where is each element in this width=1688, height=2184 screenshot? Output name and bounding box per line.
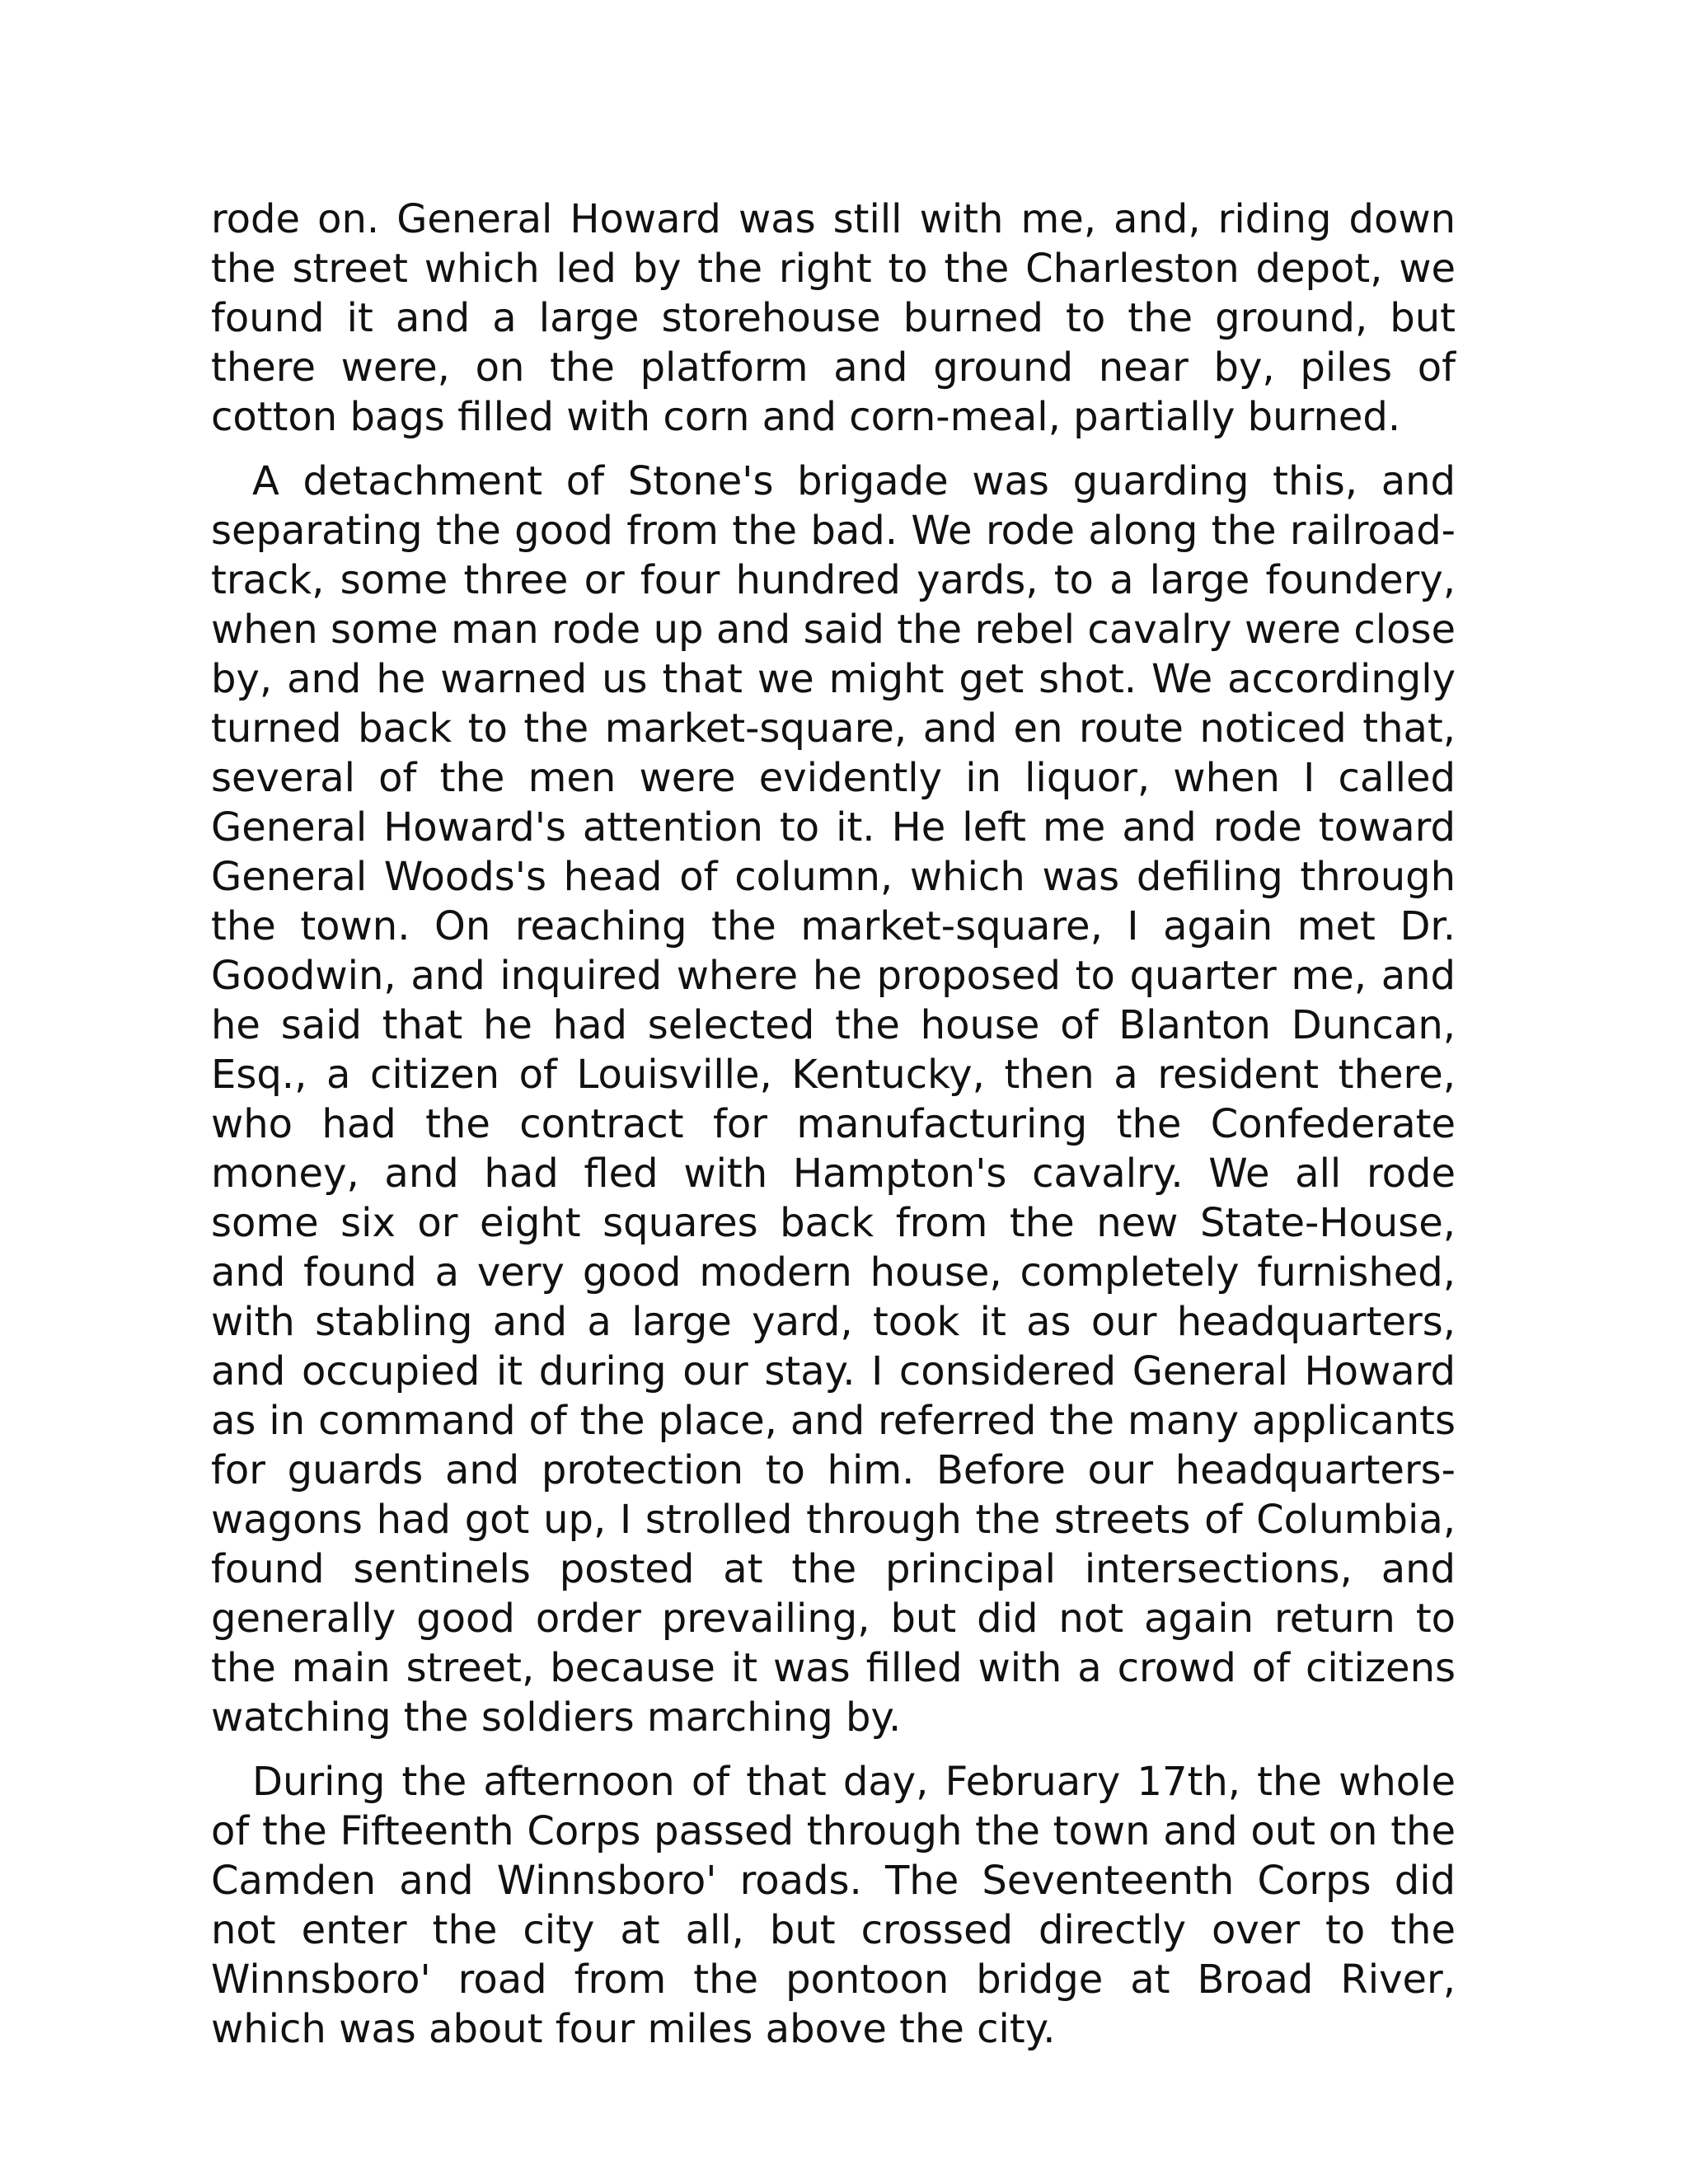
paragraph-1: rode on. General Howard was still with me, and, riding down the street which led by the right to the Charleston depot, we found it and a large storehouse burned to the ground, but there were, on the platform and ground near by, piles of cotton bags filled with corn and corn-meal, partially burned. <box>211 196 1456 440</box>
paragraph-3: During the afternoon of that day, February 17th, the whole of the Fifteenth Corps passed through the town and out on the Camden and Winnsboro' roads. The Seventeenth Corps did not enter the city at all, but crossed directly over to the Winnsboro' road from the pontoon bridge at Broad River, which was about four miles above the city. <box>211 1759 1456 2052</box>
paragraph-2: A detachment of Stone's brigade was guarding this, and separating the good from the bad. We rode along the railroad-track, some three or four hundred yards, to a large foundery, when some man rode up and said the rebel cavalry were close by, and he warned us that we might get shot. We accordingly turned back to the market-square, and en route noticed that, several of the men were evidently in liquor, when I called General Howard's attention to it. He left me and rode toward General Woods's head of column, which was defiling through the town. On reaching the market-square, I again met Dr. Goodwin, and inquired where he proposed to quarter me, and he said that he had selected the house of Blanton Duncan, Esq., a citizen of Louisville, Kentucky, then a resident there, who had the contract for manufacturing the Confederate money, and had fled with Hampton's cavalry. We all rode some six or eight squares back from the new State-House, and found a very good modern house, completely furnished, with stabling and a large yard, took it as our headquarters, and occupied it during our stay. I considered General Howard as in command of the place, and referred the many applicants for guards and protection to him. Before our headquarters-wagons had got up, I strolled through the streets of Columbia, found sentinels posted at the principal intersections, and generally good order prevailing, but did not again return to the main street, because it was filled with a crowd of citizens watching the soldiers marching by. <box>211 458 1456 1741</box>
document-page <box>211 194 1456 2069</box>
